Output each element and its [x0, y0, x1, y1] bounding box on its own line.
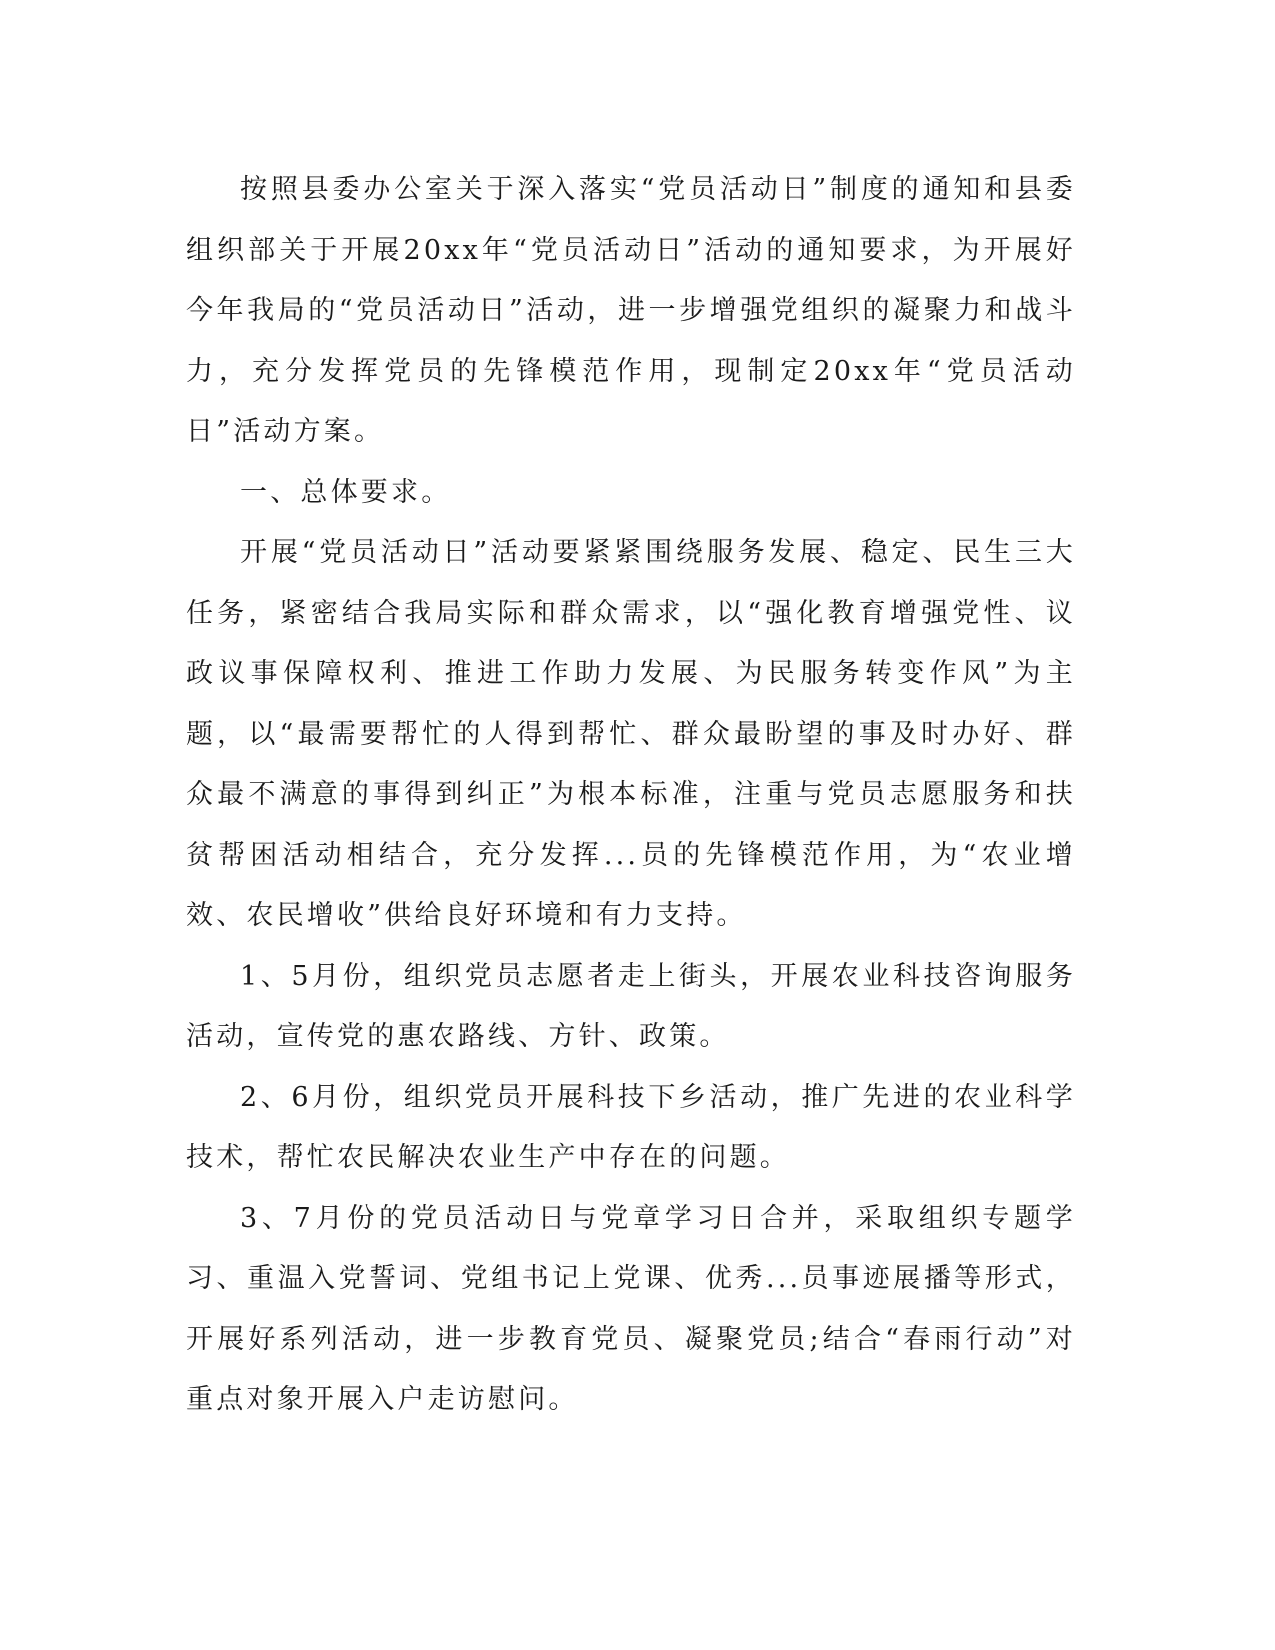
document-body — [186, 160, 1076, 1431]
intro-paragraph: 按照县委办公室关于深入落实“党员活动日”制度的通知和县委组织部关于开展20xx年“党员活动日”活动的通知要求，为开展好今年我局的“党员活动日”活动，进一步增强党组织的凝聚力和战斗力，充分发挥党员的先锋模范作用，现制定20xx年“党员活动日”活动方案。 — [186, 174, 1076, 447]
section-heading-general-requirements: 一、总体要求。 — [240, 476, 452, 508]
list-item-july: 3、7月份的党员活动日与党章学习日合并，采取组织专题学习、重温入党誓词、党组书记上党课、优秀...员事迹展播等形式，开展好系列活动，进一步教育党员、凝聚党员;结合“春雨行动”对重点对象开展入户走访慰问。 — [186, 1202, 1076, 1415]
list-item-may: 1、5月份，组织党员志愿者走上街头，开展农业科技咨询服务活动，宣传党的惠农路线、方针、政策。 — [186, 960, 1076, 1052]
general-requirements-paragraph: 开展“党员活动日”活动要紧紧围绕服务发展、稳定、民生三大任务，紧密结合我局实际和群众需求，以“强化教育增强党性、议政议事保障权利、推进工作助力发展、为民服务转变作风”为主题，以“最需要帮忙的人得到帮忙、群众最盼望的事及时办好、群众最不满意的事得到纠正”为根本标准，注重与党员志愿服务和扶贫帮困活动相结合，充分发挥...员的先锋模范作用，为“农业增效、农民增收”供给良好环境和有力支持。 — [186, 537, 1076, 931]
list-item-june: 2、6月份，组织党员开展科技下乡活动，推广先进的农业科学技术，帮忙农民解决农业生产中存在的问题。 — [186, 1081, 1076, 1173]
